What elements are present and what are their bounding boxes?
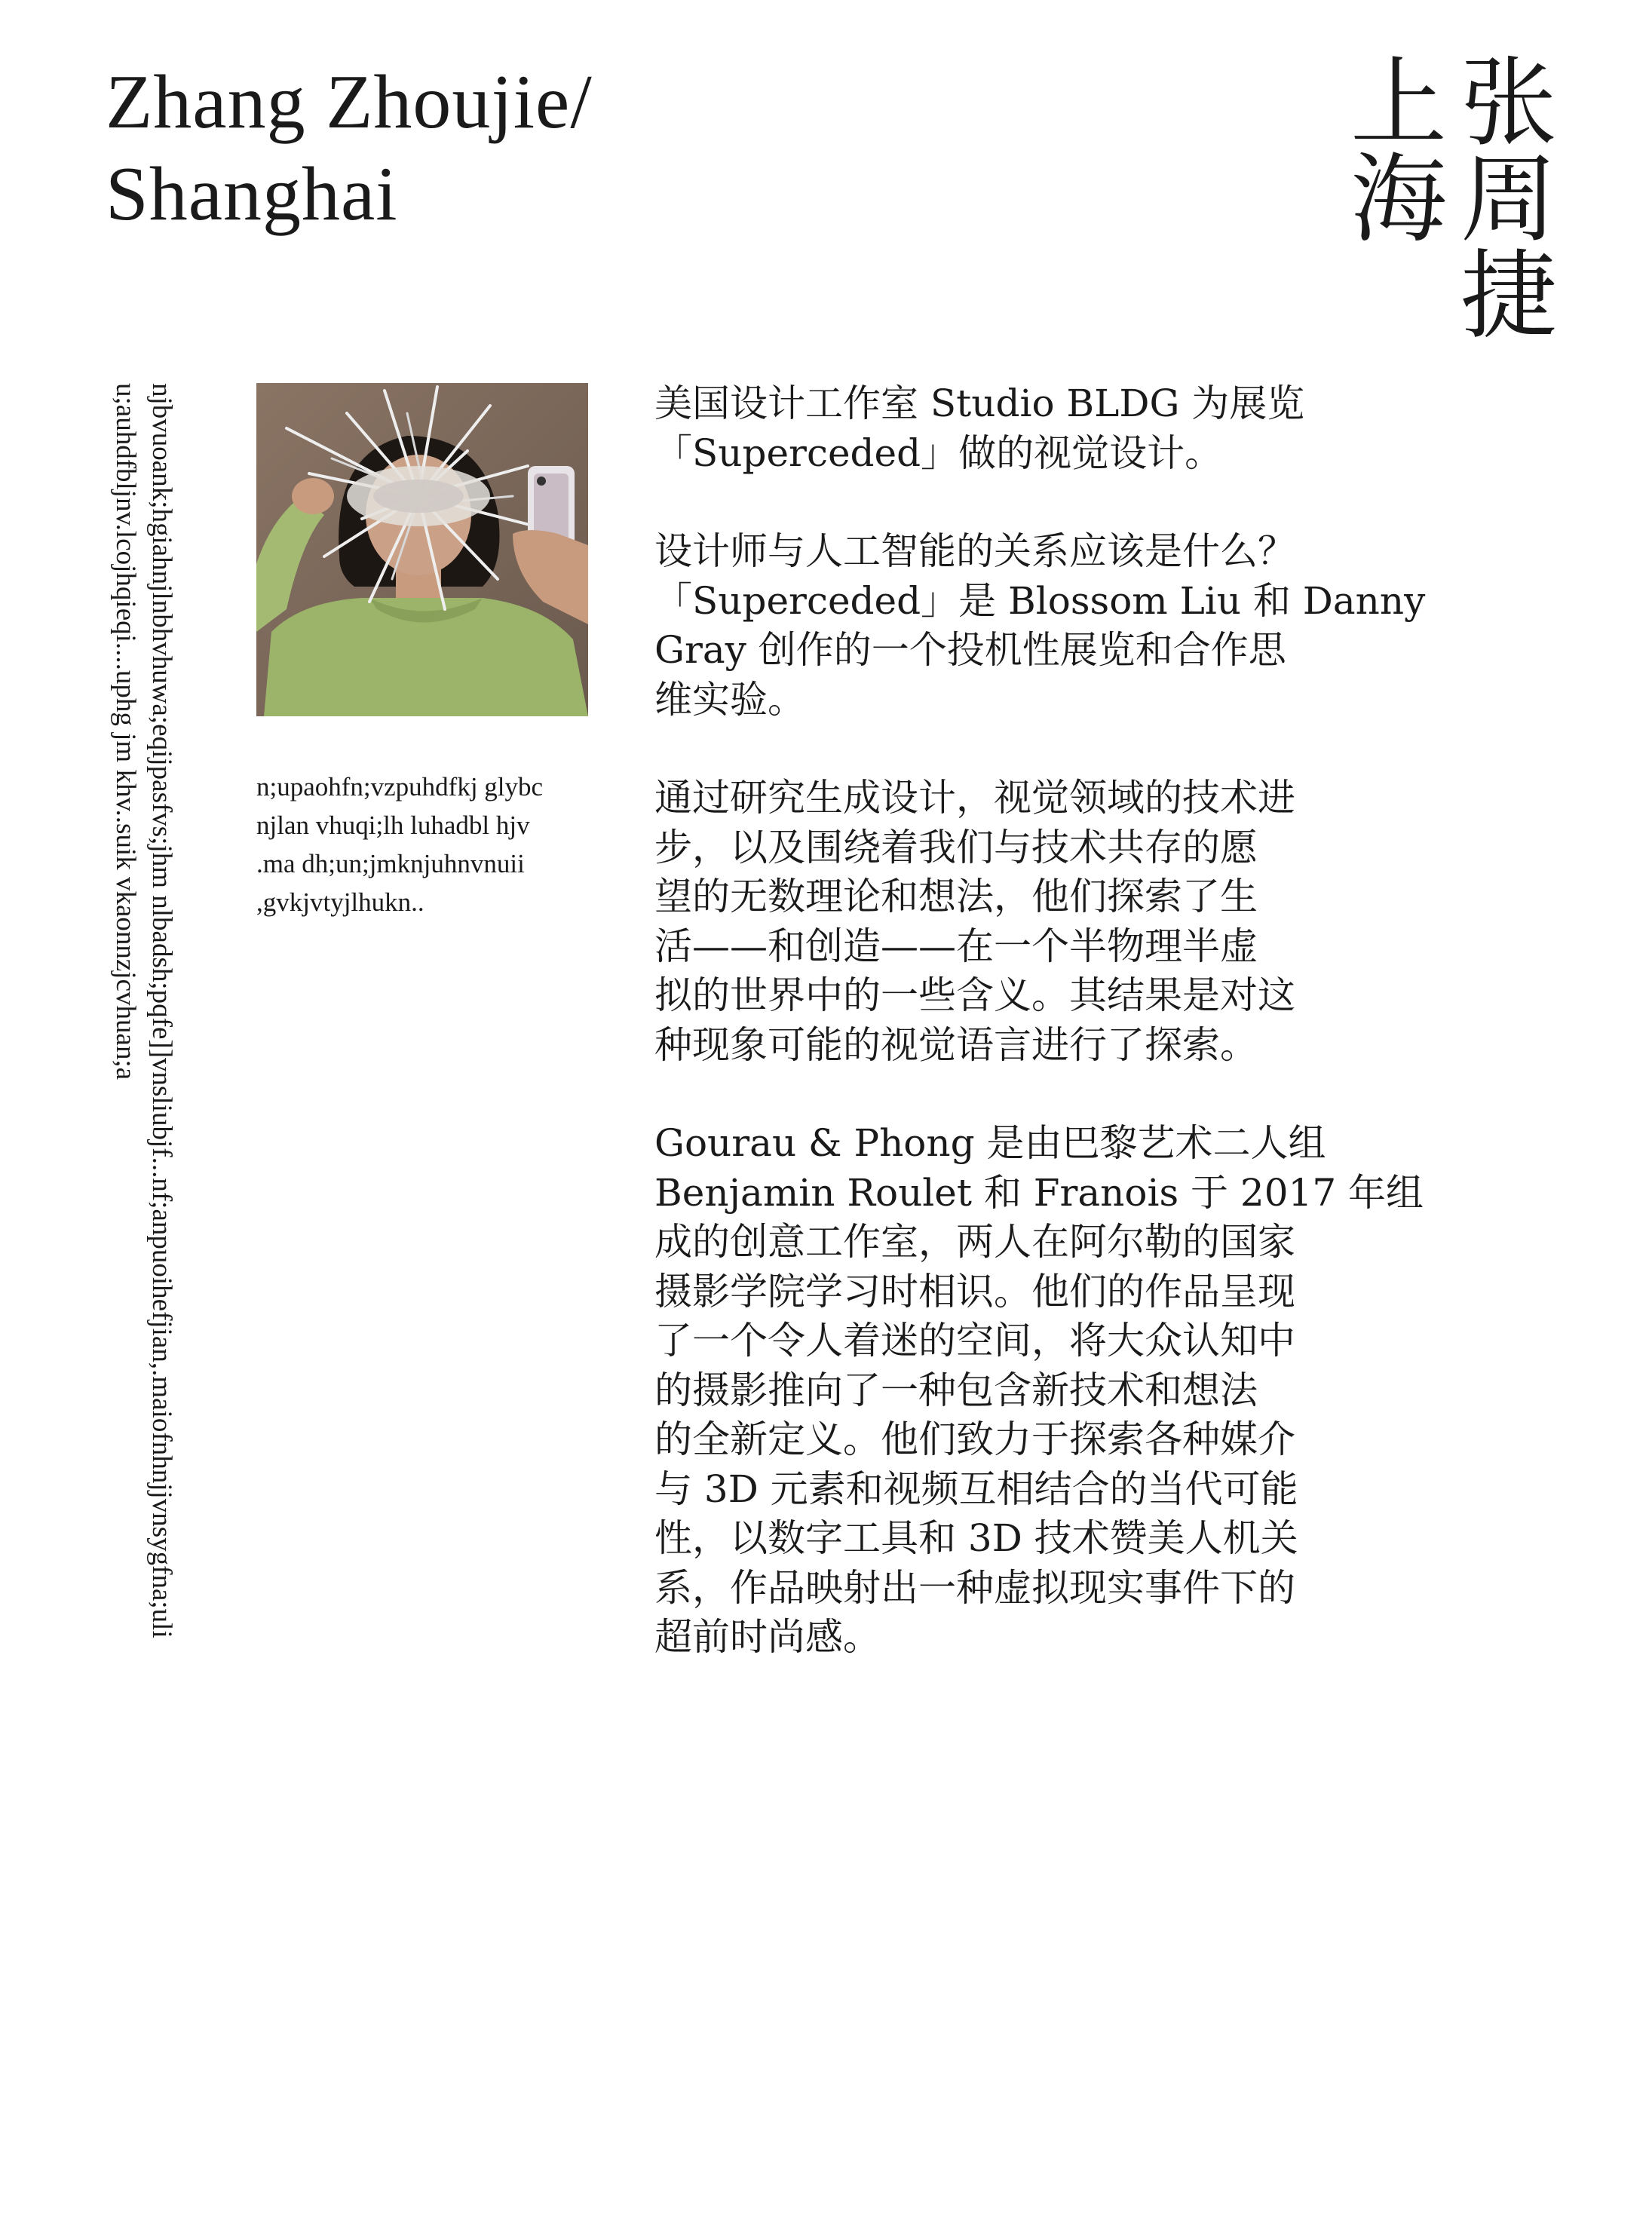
portrait-illustration: [256, 383, 588, 716]
paragraph-line: 美国设计工作室 Studio BLDG 为展览: [654, 382, 1305, 425]
paragraph-line: 成的创意工作室，两人在阿尔勒的国家: [654, 1220, 1295, 1264]
portrait-photo: [256, 383, 588, 716]
title-english-line-1: Zhang Zhoujie/: [106, 60, 593, 145]
paragraph-line: 摄影学院学习时相识。他们的作品呈现: [654, 1269, 1295, 1313]
title-chinese: [1334, 51, 1556, 341]
caption-line: njlan vhuqi;lh luhadbl hjv: [256, 811, 530, 840]
paragraph-intro: [654, 379, 1363, 478]
caption-line: n;upaohfn;vzpuhdfkj glybc: [256, 772, 544, 801]
paragraph-line: 超前时尚感。: [654, 1615, 881, 1659]
paragraph-line: 通过研究生成设计，视觉领域的技术进: [654, 776, 1295, 820]
paragraph-line: 望的无数理论和想法，他们探索了生: [654, 875, 1258, 918]
paragraph-line: 的摄影推向了一种包含新技术和想法: [654, 1368, 1258, 1412]
side-note-line-1: njbvuoank;hgiahnjlnbhvhuwa;eqijpasfvs;jhm nlbadsh;pqfe]]vnsliubjf...nf;anpuoihefjian,.maiofnhnjjvnsygfna;uli: [146, 383, 177, 1638]
article-body: [654, 379, 1426, 1712]
paragraph-line: 种现象可能的视觉语言进行了探索。: [654, 1022, 1258, 1067]
paragraph-line: 系，作品映射出一种虚拟现实事件下的: [654, 1565, 1295, 1610]
paragraph-line: 维实验。: [654, 677, 805, 722]
paragraph-line: 「Superceded」做的视觉设计。: [654, 431, 1223, 475]
paragraph-research: [654, 774, 1363, 1070]
paragraph-line: 性，以数字工具和 3D 技术赞美人机关: [654, 1516, 1298, 1560]
paragraph-question: [654, 527, 1426, 725]
title-english-line-2: Shanghai: [106, 152, 398, 237]
paragraph-line: 步，以及围绕着我们与技术共存的愿: [654, 825, 1258, 869]
paragraph-line: 拟的世界中的一些含义。其结果是对这: [654, 973, 1295, 1017]
paragraph-studio: [654, 1119, 1424, 1663]
paragraph-line: Benjamin Roulet 和 Franois 于 2017 年组: [654, 1170, 1424, 1215]
caption-line: .ma dh;un;jmknjuhnvnuii: [256, 849, 525, 878]
caption-line: ,gvkjvtyjlhukn..: [256, 887, 424, 917]
paragraph-line: Gray 创作的一个投机性展览和合作思: [654, 628, 1286, 672]
paragraph-line: 活——和创造——在一个半物理半虚: [654, 924, 1258, 968]
paragraph-line: 的全新定义。他们致力于探索各种媒介: [654, 1417, 1295, 1461]
paragraph-line: Gourau & Phong 是由巴黎艺术二人组: [654, 1121, 1326, 1165]
title-english: [106, 57, 593, 241]
paragraph-line: 了一个令人着迷的空间，将大众认知中: [654, 1319, 1295, 1362]
photo-caption: [256, 768, 603, 921]
paragraph-line: 「Superceded」是 Blossom Liu 和 Danny: [654, 578, 1426, 623]
paragraph-line: 设计师与人工智能的关系应该是什么？: [654, 529, 1295, 573]
title-chinese-city: 上海: [1334, 51, 1446, 244]
title-chinese-name: 张周捷: [1444, 51, 1556, 341]
side-note-line-2: u;auhdfbljnv.lcojhqieqi....uphg jm khv..suik vkaonnzjcvhuan;a: [110, 383, 141, 1080]
paragraph-line: 与 3D 元素和视频互相结合的当代可能: [654, 1467, 1298, 1511]
